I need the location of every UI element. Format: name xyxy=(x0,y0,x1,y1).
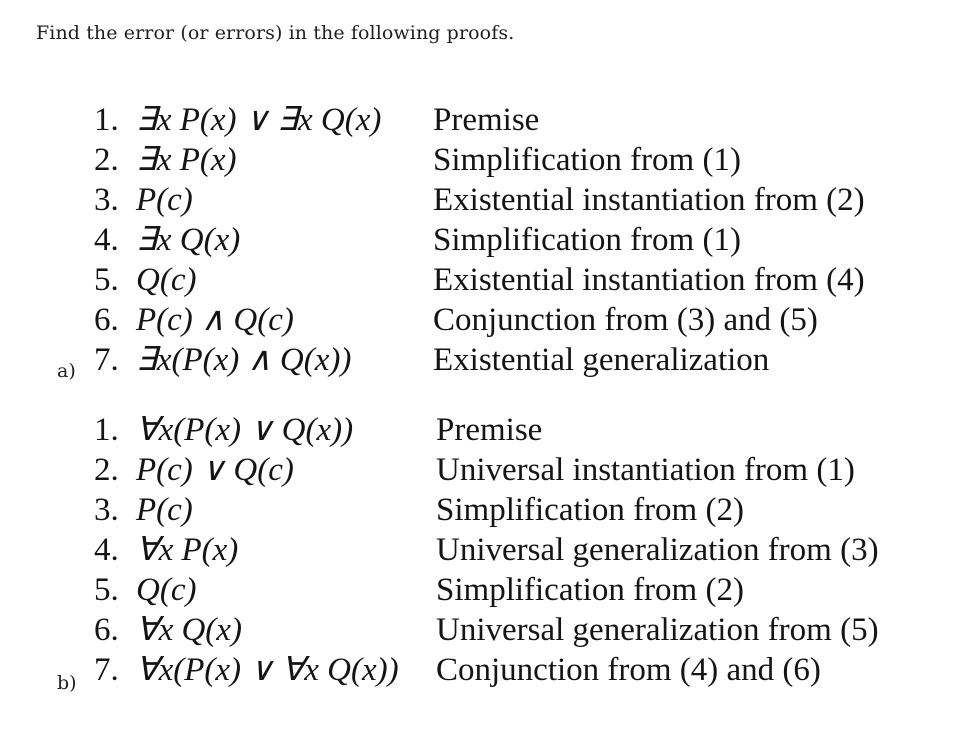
justification: Universal generalization from (3) xyxy=(436,532,879,568)
formula: P(c) xyxy=(136,182,193,218)
justification: Premise xyxy=(436,412,543,448)
step-number: 1. xyxy=(94,412,119,448)
formula: P(c) ∨ Q(c) xyxy=(136,452,294,488)
formula: ∀x Q(x) xyxy=(136,612,242,648)
formula: Q(c) xyxy=(136,572,197,608)
step-number: 2. xyxy=(94,452,119,488)
justification: Conjunction from (3) and (5) xyxy=(433,302,818,338)
step-number: 6. xyxy=(94,302,119,338)
step-number: 4. xyxy=(94,222,119,258)
justification: Universal generalization from (5) xyxy=(436,612,879,648)
formula: ∃x P(x) ∨ ∃x Q(x) xyxy=(136,102,382,138)
justification: Simplification from (1) xyxy=(433,142,741,178)
step-number: 5. xyxy=(94,572,119,608)
formula: ∀x(P(x) ∨ Q(x)) xyxy=(136,412,354,448)
justification: Existential generalization xyxy=(433,342,770,378)
justification: Simplification from (2) xyxy=(436,492,744,528)
step-number: 3. xyxy=(94,182,119,218)
step-number: 1. xyxy=(94,102,119,138)
part-label-b: b) xyxy=(57,672,77,694)
step-number: 2. xyxy=(94,142,119,178)
step-number: 4. xyxy=(94,532,119,568)
justification: Simplification from (2) xyxy=(436,572,744,608)
instruction-text: Find the error (or errors) in the following proofs. xyxy=(36,22,515,44)
justification: Universal instantiation from (1) xyxy=(436,452,855,488)
step-number: 7. xyxy=(94,342,119,378)
formula: ∃x Q(x) xyxy=(136,222,241,258)
step-number: 5. xyxy=(94,262,119,298)
formula: Q(c) xyxy=(136,262,197,298)
justification: Conjunction from (4) and (6) xyxy=(436,652,821,688)
formula: ∀x P(x) xyxy=(136,532,239,568)
formula: P(c) ∧ Q(c) xyxy=(136,302,294,338)
justification: Existential instantiation from (4) xyxy=(433,262,865,298)
step-number: 7. xyxy=(94,652,119,688)
justification: Premise xyxy=(433,102,540,138)
step-number: 3. xyxy=(94,492,119,528)
step-number: 6. xyxy=(94,612,119,648)
formula: P(c) xyxy=(136,492,193,528)
formula: ∀x(P(x) ∨ ∀x Q(x)) xyxy=(136,652,399,688)
justification: Simplification from (1) xyxy=(433,222,741,258)
justification: Existential instantiation from (2) xyxy=(433,182,865,218)
part-label-a: a) xyxy=(57,360,76,382)
formula: ∃x P(x) xyxy=(136,142,237,178)
formula: ∃x(P(x) ∧ Q(x)) xyxy=(136,342,352,378)
